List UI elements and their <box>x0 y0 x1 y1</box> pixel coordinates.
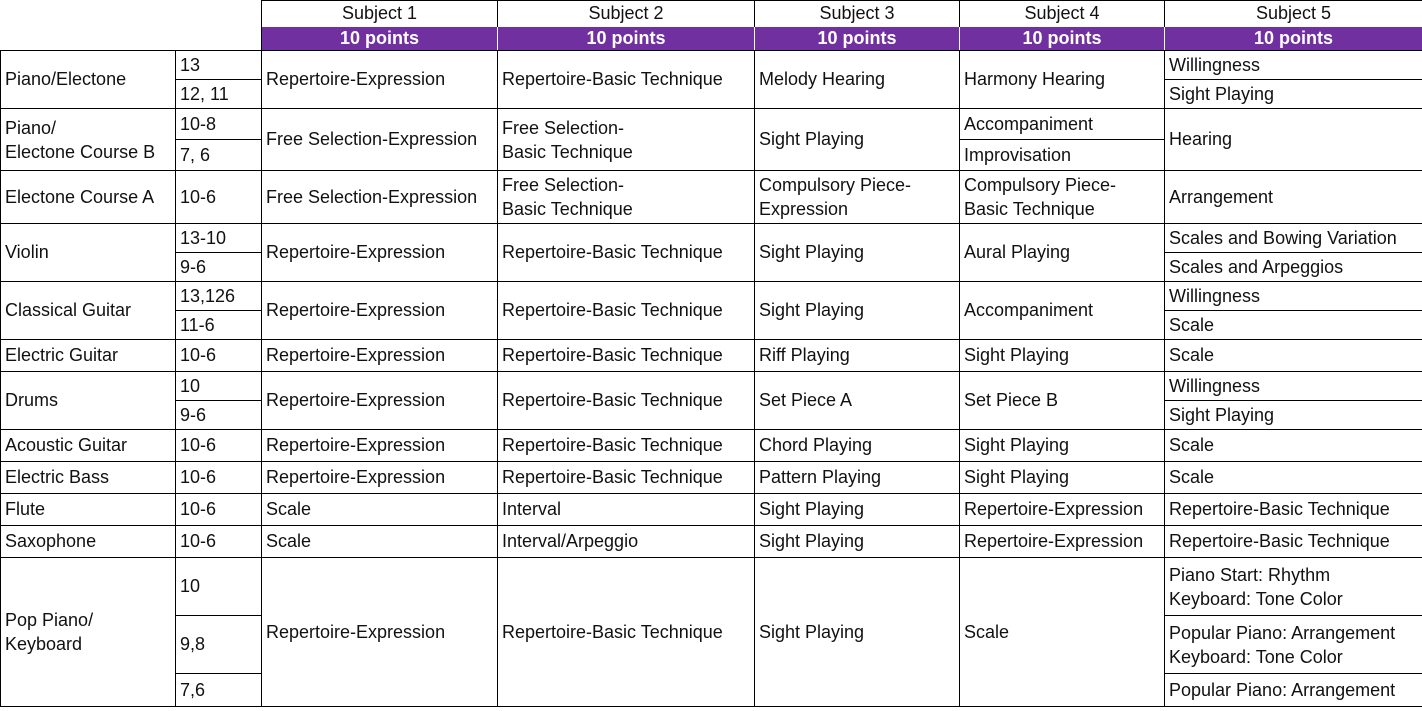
header-subject-2: Subject 2 <box>498 1 755 27</box>
header-points-1: 10 points <box>262 27 498 51</box>
grade-cell: 13-10 <box>176 224 262 253</box>
subject-3-cell: Sight Playing <box>755 224 960 282</box>
header-subject-row <box>1 1 1422 27</box>
subject-1-cell: Repertoire-Expression <box>262 372 498 430</box>
subject-5-cell: Willingness <box>1165 51 1422 80</box>
subject-1-cell: Scale <box>262 526 498 558</box>
grade-cell: 9,8 <box>176 616 262 674</box>
subject-2-cell: Repertoire-Basic Technique <box>498 224 755 282</box>
table-row <box>1 526 1422 558</box>
subject-4-cell: Sight Playing <box>960 430 1165 462</box>
table-row <box>1 51 1422 80</box>
subject-4-cell: Accompaniment <box>960 282 1165 340</box>
subject-2-cell: Interval <box>498 494 755 526</box>
table-row <box>1 430 1422 462</box>
subject-5-cell: Piano Start: Rhythm Keyboard: Tone Color <box>1165 558 1422 616</box>
subject-5-cell: Hearing <box>1165 109 1422 171</box>
instrument-name: Pop Piano/ Keyboard <box>1 558 176 707</box>
subject-5-cell: Repertoire-Basic Technique <box>1165 494 1422 526</box>
subject-5-cell: Willingness <box>1165 282 1422 311</box>
header-points-3: 10 points <box>755 27 960 51</box>
table-row <box>1 282 1422 311</box>
subject-4-cell: Compulsory Piece- Basic Technique <box>960 171 1165 224</box>
subject-4-cell: Repertoire-Expression <box>960 526 1165 558</box>
grade-cell: 12, 11 <box>176 80 262 109</box>
subject-4-cell: Harmony Hearing <box>960 51 1165 109</box>
header-subject-3: Subject 3 <box>755 1 960 27</box>
subject-3-cell: Melody Hearing <box>755 51 960 109</box>
subject-5-cell: Scale <box>1165 462 1422 494</box>
subject-3-cell: Chord Playing <box>755 430 960 462</box>
instrument-name: Violin <box>1 224 176 282</box>
instrument-name: Saxophone <box>1 526 176 558</box>
subject-2-cell: Repertoire-Basic Technique <box>498 340 755 372</box>
instrument-name: Acoustic Guitar <box>1 430 176 462</box>
subject-5-cell: Popular Piano: Arrangement Keyboard: Tone Color <box>1165 616 1422 674</box>
subject-2-cell: Repertoire-Basic Technique <box>498 51 755 109</box>
subject-4-cell: Sight Playing <box>960 340 1165 372</box>
subject-3-cell: Sight Playing <box>755 282 960 340</box>
subject-5-cell: Scale <box>1165 430 1422 462</box>
header-subject-1: Subject 1 <box>262 1 498 27</box>
subject-1-cell: Repertoire-Expression <box>262 430 498 462</box>
subject-4-cell: Set Piece B <box>960 372 1165 430</box>
subject-5-cell: Popular Piano: Arrangement <box>1165 674 1422 707</box>
table-row <box>1 494 1422 526</box>
subject-1-cell: Repertoire-Expression <box>262 51 498 109</box>
subject-1-cell: Repertoire-Expression <box>262 224 498 282</box>
instrument-name: Piano/Electone <box>1 51 176 109</box>
subject-3-cell: Pattern Playing <box>755 462 960 494</box>
grade-cell: 10-6 <box>176 462 262 494</box>
header-points-4: 10 points <box>960 27 1165 51</box>
subject-2-cell: Free Selection- Basic Technique <box>498 109 755 171</box>
table-row <box>1 224 1422 253</box>
subject-2-cell: Repertoire-Basic Technique <box>498 558 755 707</box>
grade-cell: 10-6 <box>176 430 262 462</box>
subject-4-cell: Accompaniment <box>960 109 1165 140</box>
grade-cell: 10 <box>176 558 262 616</box>
subject-2-cell: Repertoire-Basic Technique <box>498 372 755 430</box>
grade-cell: 10-6 <box>176 171 262 224</box>
grade-cell: 7, 6 <box>176 140 262 171</box>
grade-cell: 11-6 <box>176 311 262 340</box>
grade-cell: 10-6 <box>176 526 262 558</box>
grade-cell: 9-6 <box>176 253 262 282</box>
subject-5-cell: Scales and Bowing Variation <box>1165 224 1422 253</box>
grade-cell: 10-6 <box>176 340 262 372</box>
subject-3-cell: Sight Playing <box>755 558 960 707</box>
subject-5-cell: Arrangement <box>1165 171 1422 224</box>
header-points-5: 10 points <box>1165 27 1422 51</box>
instrument-name: Electric Bass <box>1 462 176 494</box>
subject-5-cell: Repertoire-Basic Technique <box>1165 526 1422 558</box>
subject-2-cell: Repertoire-Basic Technique <box>498 430 755 462</box>
subject-1-cell: Scale <box>262 494 498 526</box>
instrument-name: Drums <box>1 372 176 430</box>
subject-1-cell: Repertoire-Expression <box>262 340 498 372</box>
grade-cell: 10-6 <box>176 494 262 526</box>
table-row <box>1 372 1422 401</box>
instrument-name: Classical Guitar <box>1 282 176 340</box>
instrument-name: Electric Guitar <box>1 340 176 372</box>
grade-cell: 13,126 <box>176 282 262 311</box>
subject-4-cell: Aural Playing <box>960 224 1165 282</box>
header-blank-cell <box>1 1 262 51</box>
subject-3-cell: Riff Playing <box>755 340 960 372</box>
grade-cell: 10 <box>176 372 262 401</box>
subject-5-cell: Sight Playing <box>1165 80 1422 109</box>
subject-1-cell: Repertoire-Expression <box>262 282 498 340</box>
instrument-name: Flute <box>1 494 176 526</box>
grade-cell: 7,6 <box>176 674 262 707</box>
header-subject-4: Subject 4 <box>960 1 1165 27</box>
grade-cell: 9-6 <box>176 401 262 430</box>
subject-2-cell: Repertoire-Basic Technique <box>498 462 755 494</box>
subject-1-cell: Repertoire-Expression <box>262 558 498 707</box>
subject-3-cell: Sight Playing <box>755 494 960 526</box>
subject-2-cell: Repertoire-Basic Technique <box>498 282 755 340</box>
subject-4-cell: Improvisation <box>960 140 1165 171</box>
header-points-2: 10 points <box>498 27 755 51</box>
table-row <box>1 558 1422 616</box>
subject-3-cell: Set Piece A <box>755 372 960 430</box>
instrument-name: Piano/ Electone Course B <box>1 109 176 171</box>
subject-4-cell: Repertoire-Expression <box>960 494 1165 526</box>
subject-3-cell: Compulsory Piece- Expression <box>755 171 960 224</box>
subject-2-cell: Interval/Arpeggio <box>498 526 755 558</box>
subject-5-cell: Willingness <box>1165 372 1422 401</box>
subject-3-cell: Sight Playing <box>755 109 960 171</box>
grade-cell: 10-8 <box>176 109 262 140</box>
grade-cell: 13 <box>176 51 262 80</box>
subject-5-cell: Sight Playing <box>1165 401 1422 430</box>
subject-4-cell: Scale <box>960 558 1165 707</box>
table-row <box>1 109 1422 140</box>
table-row <box>1 462 1422 494</box>
subject-5-cell: Scale <box>1165 340 1422 372</box>
subject-2-cell: Free Selection- Basic Technique <box>498 171 755 224</box>
header-subject-5: Subject 5 <box>1165 1 1422 27</box>
subject-4-cell: Sight Playing <box>960 462 1165 494</box>
subject-5-cell: Scale <box>1165 311 1422 340</box>
subject-3-cell: Sight Playing <box>755 526 960 558</box>
subject-1-cell: Free Selection-Expression <box>262 109 498 171</box>
table-row <box>1 340 1422 372</box>
table-row <box>1 171 1422 224</box>
subject-1-cell: Repertoire-Expression <box>262 462 498 494</box>
subject-1-cell: Free Selection-Expression <box>262 171 498 224</box>
instrument-name: Electone Course A <box>1 171 176 224</box>
subject-5-cell: Scales and Arpeggios <box>1165 253 1422 282</box>
